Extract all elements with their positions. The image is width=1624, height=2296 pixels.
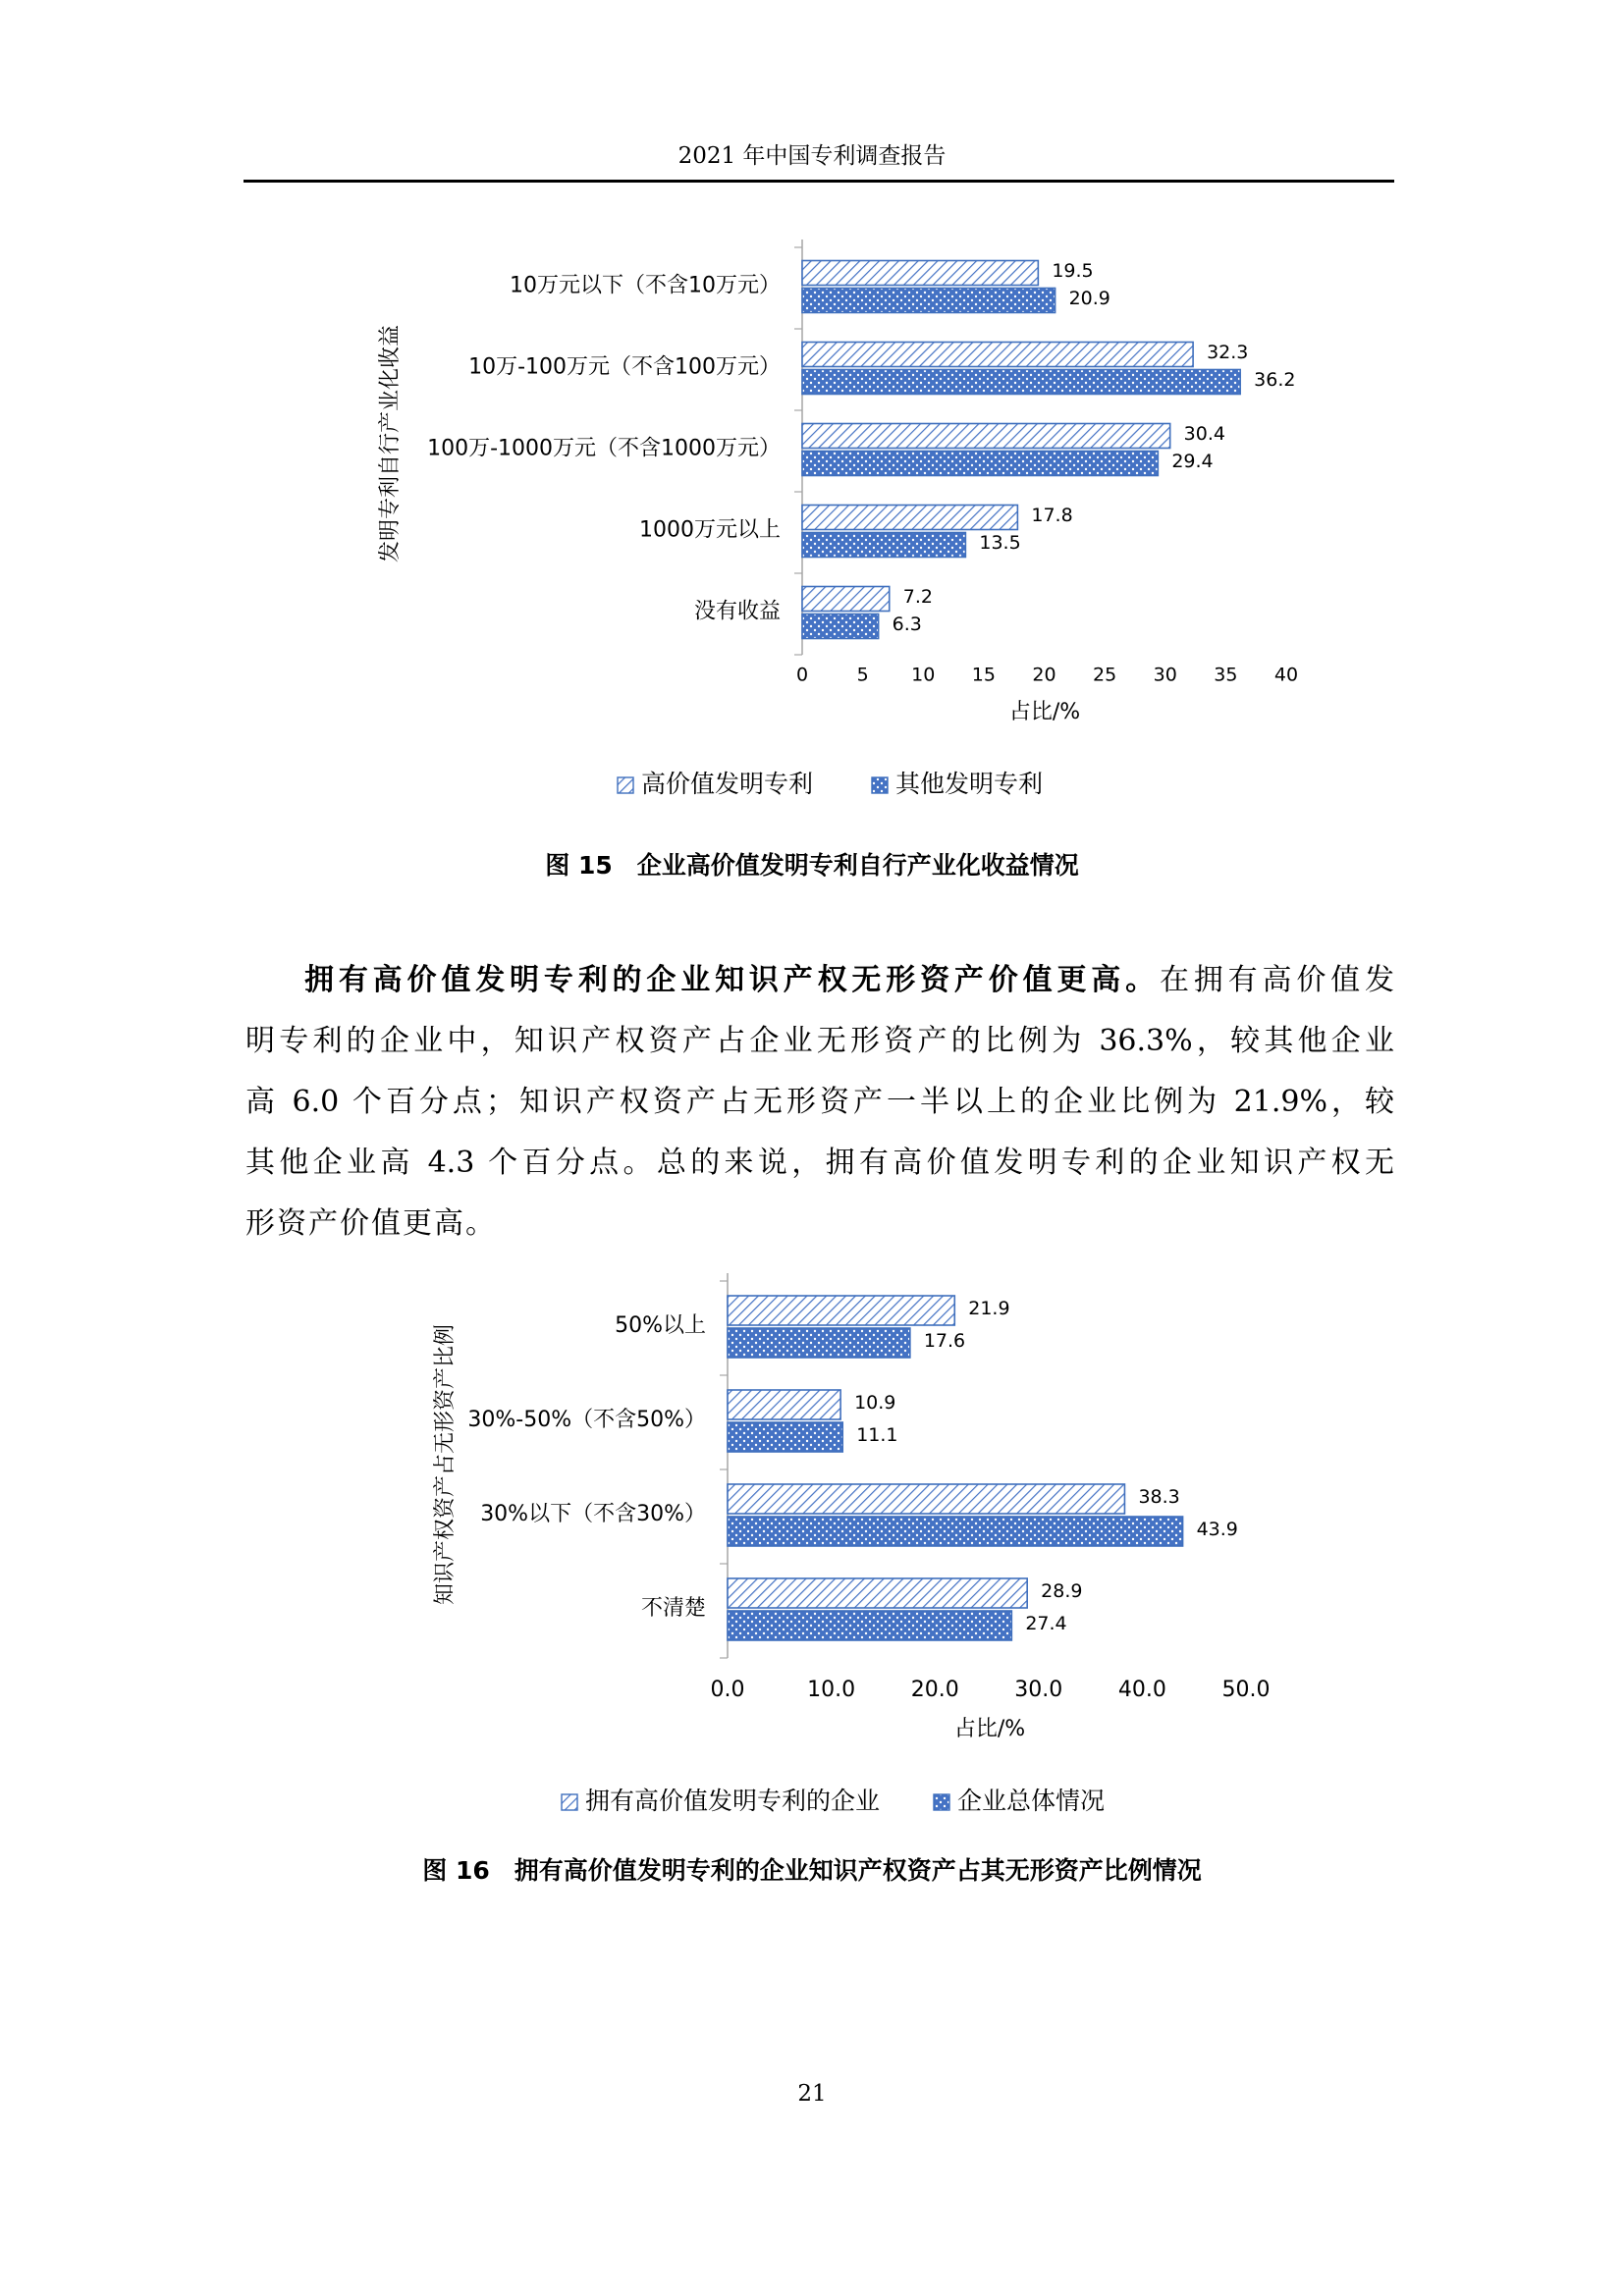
fig15-legend-label: 其他发明专利 <box>895 770 1044 798</box>
figure-16-caption: 图 16 拥有高价值发明专利的企业知识产权资产占其无形资产比例情况 <box>422 1856 1202 1885</box>
paragraph-line-1 <box>245 950 1394 1011</box>
fig15-category-label: 100万-1000万元（不含1000万元） <box>427 436 781 461</box>
fig15-data-label: 17.8 <box>1031 505 1073 526</box>
paragraph-line-5: 形资产价值更高。 <box>245 1206 497 1241</box>
fig16-legend-swatch <box>562 1794 577 1810</box>
fig15-bar-series1 <box>802 587 890 612</box>
fig16-bar-series1 <box>728 1578 1027 1608</box>
figure-15-caption: 图 15 企业高价值发明专利自行产业化收益情况 <box>545 851 1079 880</box>
fig15-bar-series2 <box>802 614 879 639</box>
fig15-bar-series2 <box>802 289 1056 313</box>
fig15-x-tick-label: 5 <box>856 664 869 686</box>
fig15-data-label: 32.3 <box>1207 342 1249 363</box>
fig15-bar-series1 <box>802 424 1170 449</box>
fig16-x-tick-label: 40.0 <box>1117 1678 1166 1702</box>
fig15-data-label: 36.2 <box>1254 369 1296 391</box>
fig16-bar-series2 <box>728 1611 1011 1640</box>
fig15-category-label: 没有收益 <box>693 599 781 624</box>
fig15-bar-series2 <box>802 370 1240 395</box>
fig15-data-label: 13.5 <box>979 532 1021 554</box>
figure-16-chart <box>0 1247 1624 1904</box>
fig16-x-tick-label: 0.0 <box>710 1678 745 1702</box>
fig16-bar-series2 <box>728 1422 842 1452</box>
fig15-bar-series2 <box>802 452 1158 476</box>
fig16-category-label: 30%以下（不含30%） <box>480 1502 706 1526</box>
fig16-y-axis-title: 知识产权资产占无形资产比例 <box>433 1323 458 1606</box>
fig16-legend-label: 企业总体情况 <box>957 1787 1106 1815</box>
paragraph-line-4: 其他企业高 4.3 个百分点。总的来说，拥有高价值发明专利的企业知识产权无 <box>245 1146 1394 1180</box>
fig15-data-label: 6.3 <box>892 614 922 635</box>
fig15-data-label: 30.4 <box>1183 423 1225 445</box>
header-rule <box>244 180 1394 183</box>
fig15-bar-series1 <box>802 506 1017 530</box>
fig16-bar-series2 <box>728 1517 1183 1546</box>
fig16-data-label: 27.4 <box>1025 1613 1067 1634</box>
fig15-bar-series2 <box>802 533 965 558</box>
fig16-x-tick-label: 50.0 <box>1221 1678 1271 1702</box>
fig15-x-tick-label: 0 <box>795 664 809 686</box>
fig16-data-label: 38.3 <box>1138 1486 1180 1508</box>
fig15-legend-label: 高价值发明专利 <box>641 770 814 798</box>
fig15-x-tick-label: 30 <box>1153 664 1177 686</box>
fig15-legend-swatch <box>872 777 888 793</box>
fig15-x-tick-label: 15 <box>971 664 996 686</box>
fig15-x-tick-label: 10 <box>911 664 936 686</box>
fig16-data-label: 21.9 <box>968 1298 1010 1319</box>
fig16-data-label: 43.9 <box>1196 1519 1238 1540</box>
paragraph-bold-lead: 拥有高价值发明专利的企业知识产权无形资产价值更高。 <box>304 963 1160 997</box>
fig16-bar-series2 <box>728 1328 910 1358</box>
fig16-legend-label: 拥有高价值发明专利的企业 <box>585 1787 881 1815</box>
fig15-data-label: 7.2 <box>902 586 933 608</box>
fig16-category-label: 50%以上 <box>615 1313 706 1338</box>
fig15-category-label: 10万-100万元（不含100万元） <box>468 354 781 380</box>
fig16-bar-series1 <box>728 1484 1124 1514</box>
fig16-category-label: 30%-50%（不含50%） <box>467 1408 706 1432</box>
fig16-data-label: 17.6 <box>923 1330 966 1352</box>
fig16-bar-series1 <box>728 1296 954 1325</box>
fig16-category-label: 不清楚 <box>640 1596 706 1621</box>
fig15-x-tick-label: 40 <box>1273 664 1299 686</box>
fig16-x-tick-label: 20.0 <box>910 1678 959 1702</box>
paragraph-line-3: 高 6.0 个百分点；知识产权资产占无形资产一半以上的企业比例为 21.9%，较 <box>245 1085 1394 1119</box>
paragraph-line-2: 明专利的企业中，知识产权资产占企业无形资产的比例为 36.3%，较其他企业 <box>245 1024 1394 1058</box>
fig16-bar-series1 <box>728 1390 840 1419</box>
fig15-x-tick-label: 25 <box>1093 664 1117 686</box>
fig15-x-axis-title: 占比/% <box>1008 700 1081 724</box>
body-paragraph <box>245 950 1394 1255</box>
figure-15-chart <box>0 216 1624 903</box>
fig15-legend-swatch <box>618 777 633 793</box>
fig16-data-label: 10.9 <box>854 1392 896 1414</box>
running-header-title: 2021 年中国专利调查报告 <box>677 143 947 169</box>
fig15-bar-series1 <box>802 343 1193 367</box>
fig15-category-label: 10万元以下（不含10万元） <box>510 273 781 298</box>
fig15-x-tick-label: 20 <box>1032 664 1056 686</box>
fig15-y-axis-title: 发明专利自行产业化收益 <box>378 324 403 563</box>
fig15-bar-series1 <box>802 261 1038 286</box>
fig15-x-tick-label: 35 <box>1214 664 1238 686</box>
fig16-x-tick-label: 10.0 <box>807 1678 856 1702</box>
fig16-data-label: 28.9 <box>1041 1580 1083 1602</box>
page-number: 21 <box>797 2081 827 2107</box>
paragraph-line-1-rest: 在拥有高价值发 <box>1159 963 1395 997</box>
fig15-category-label: 1000万元以上 <box>639 517 781 543</box>
fig16-x-tick-label: 30.0 <box>1014 1678 1063 1702</box>
fig15-data-label: 20.9 <box>1068 288 1110 309</box>
fig16-legend-swatch <box>934 1794 949 1810</box>
fig16-x-axis-title: 占比/% <box>953 1717 1026 1741</box>
fig16-data-label: 11.1 <box>856 1424 898 1446</box>
fig15-data-label: 29.4 <box>1171 451 1214 472</box>
fig15-data-label: 19.5 <box>1052 260 1094 282</box>
